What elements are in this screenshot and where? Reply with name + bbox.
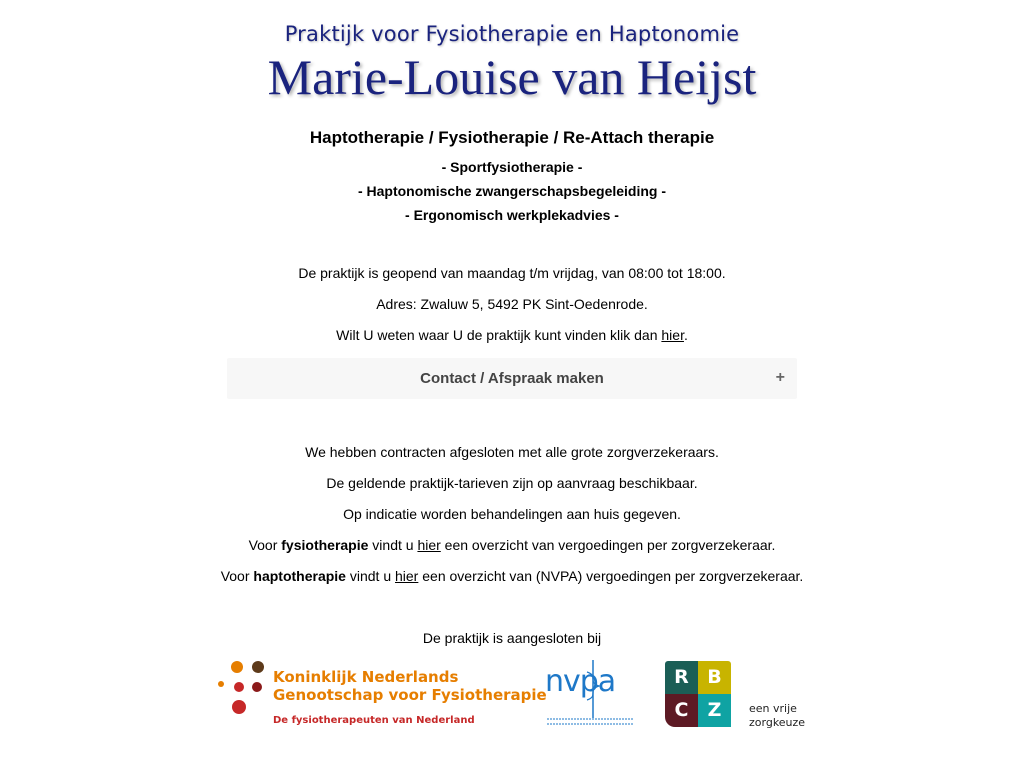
caduceus-icon [583, 660, 603, 718]
service-item-ergonomie: - Ergonomisch werkplekadvies - [405, 207, 619, 223]
rbcz-caption-line2: zorgkeuze [749, 716, 806, 729]
hapto-suffix: een overzicht van (NVPA) vergoedingen per zorgverzekeraar. [418, 568, 804, 584]
contact-accordion[interactable] [227, 358, 797, 399]
home-visits: Op indicatie worden behandelingen aan huis gegeven. [343, 506, 681, 522]
service-item-sport: - Sportfysiotherapie - [441, 159, 583, 175]
opening-hours: De praktijk is geopend van maandag t/m vrijdag, van 08:00 tot 18:00. [298, 265, 726, 281]
rbcz-cell-b: B [698, 661, 731, 694]
knfg-name [273, 668, 547, 704]
nvpa-fineprint-icon [545, 716, 635, 728]
hapto-reimbursement-line [0, 568, 1024, 584]
plus-icon[interactable]: + [775, 369, 785, 386]
practice-title: Marie-Louise van Heijst [267, 49, 757, 105]
fysio-reimbursement-line [0, 537, 1024, 553]
hapto-overview-link[interactable]: hier [395, 568, 419, 584]
rbcz-grid [665, 661, 731, 727]
knfg-name-line2: Genootschap voor Fysiotherapie [273, 686, 547, 704]
fysio-middle: vindt u [368, 537, 418, 553]
affiliations-heading: De praktijk is aangesloten bij [422, 630, 602, 646]
directions-line [0, 327, 1024, 343]
knfg-dots-icon [217, 660, 267, 720]
rbcz-caption [749, 702, 805, 730]
directions-suffix: . [683, 327, 688, 343]
fysio-overview-link[interactable]: hier [417, 537, 441, 553]
services-heading: Haptotherapie / Fysiotherapie / Re-Attach therapie [309, 128, 715, 147]
hapto-prefix: Voor [220, 568, 254, 584]
rbcz-cell-c: C [665, 694, 698, 727]
fysio-prefix: Voor [248, 537, 282, 553]
contact-accordion-label: Contact / Afspraak maken [420, 370, 604, 387]
insurance-tariffs: De geldende praktijk-tarieven zijn op aanvraag beschikbaar. [326, 475, 698, 491]
rbcz-cell-r: R [665, 661, 698, 694]
knfg-tagline: De fysiotherapeuten van Nederland [273, 715, 475, 726]
service-item-zwangerschap: - Haptonomische zwangerschapsbegeleiding - [357, 183, 667, 199]
insurance-contracts: We hebben contracten afgesloten met alle grote zorgverzekeraars. [305, 444, 719, 460]
nvpa-logo[interactable] [545, 660, 635, 732]
rbcz-caption-line1: een vrije [749, 702, 797, 715]
practice-subtitle: Praktijk voor Fysiotherapie en Haptonomie [284, 22, 740, 46]
fysio-suffix: een overzicht van vergoedingen per zorgverzekeraar. [440, 537, 776, 553]
hapto-middle: vindt u [345, 568, 395, 584]
directions-link[interactable]: hier [661, 327, 684, 343]
knfg-name-line1: Koninklijk Nederlands [273, 668, 459, 686]
hapto-bold: haptotherapie [253, 568, 346, 584]
address: Adres: Zwaluw 5, 5492 PK Sint-Oedenrode. [376, 296, 648, 312]
nvpa-wordmark: nvpa [545, 664, 616, 699]
directions-text: Wilt U weten waar U de praktijk kunt vinden klik dan [336, 327, 662, 343]
fysio-bold: fysiotherapie [281, 537, 369, 553]
rbcz-cell-z: Z [698, 694, 731, 727]
